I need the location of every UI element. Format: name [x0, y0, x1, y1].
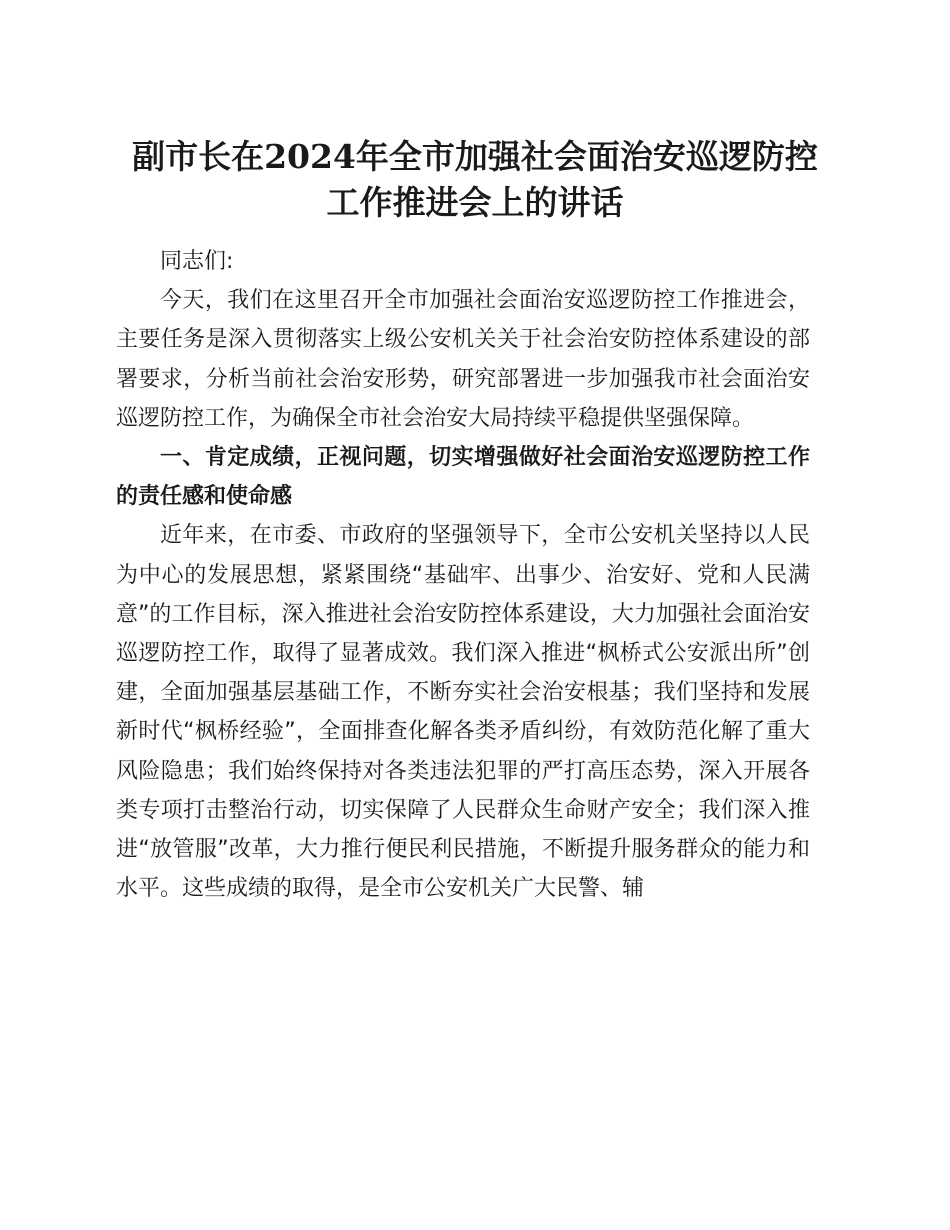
- title-line-2: 工作推进会上的讲话: [326, 183, 624, 222]
- salutation: 同志们:: [160, 249, 234, 274]
- title-line-1: 副市长在2024年全市加强社会面治安巡逻防控: [132, 137, 818, 176]
- section-1-heading: 一、肯定成绩，正视问题，切实增强做好社会面治安巡逻防控工作的责任感和使命感: [116, 445, 810, 510]
- document-body: [116, 242, 810, 908]
- document-title: [100, 134, 850, 226]
- intro-paragraph: 今天，我们在这里召开全市加强社会面治安巡逻防控工作推进会，主要任务是深入贯彻落实上级公安机关关于社会治安防控体系建设的部署要求，分析当前社会治安形势，研究部署进一步加强我市社会面治安巡逻防控工作，为确保全市社会治安大局持续平稳提供坚强保障。: [116, 288, 810, 431]
- section-1-paragraph: 近年来，在市委、市政府的坚强领导下，全市公安机关坚持以人民为中心的发展思想，紧紧围绕“基础牢、出事少、治安好、党和人民满意”的工作目标，深入推进社会治安防控体系建设，大力加强社会面治安巡逻防控工作，取得了显著成效。我们深入推进“枫桥式公安派出所”创建，全面加强基层基础工作，不断夯实社会治安根基；我们坚持和发展新时代“枫桥经验”，全面排查化解各类矛盾纠纷，有效防范化解了重大风险隐患；我们始终保持对各类违法犯罪的严打高压态势，深入开展各类专项打击整治行动，切实保障了人民群众生命财产安全；我们深入推进“放管服”改革，大力推行便民利民措施，不断提升服务群众的能力和水平。这些成绩的取得，是全市公安机关广大民警、辅: [116, 523, 810, 902]
